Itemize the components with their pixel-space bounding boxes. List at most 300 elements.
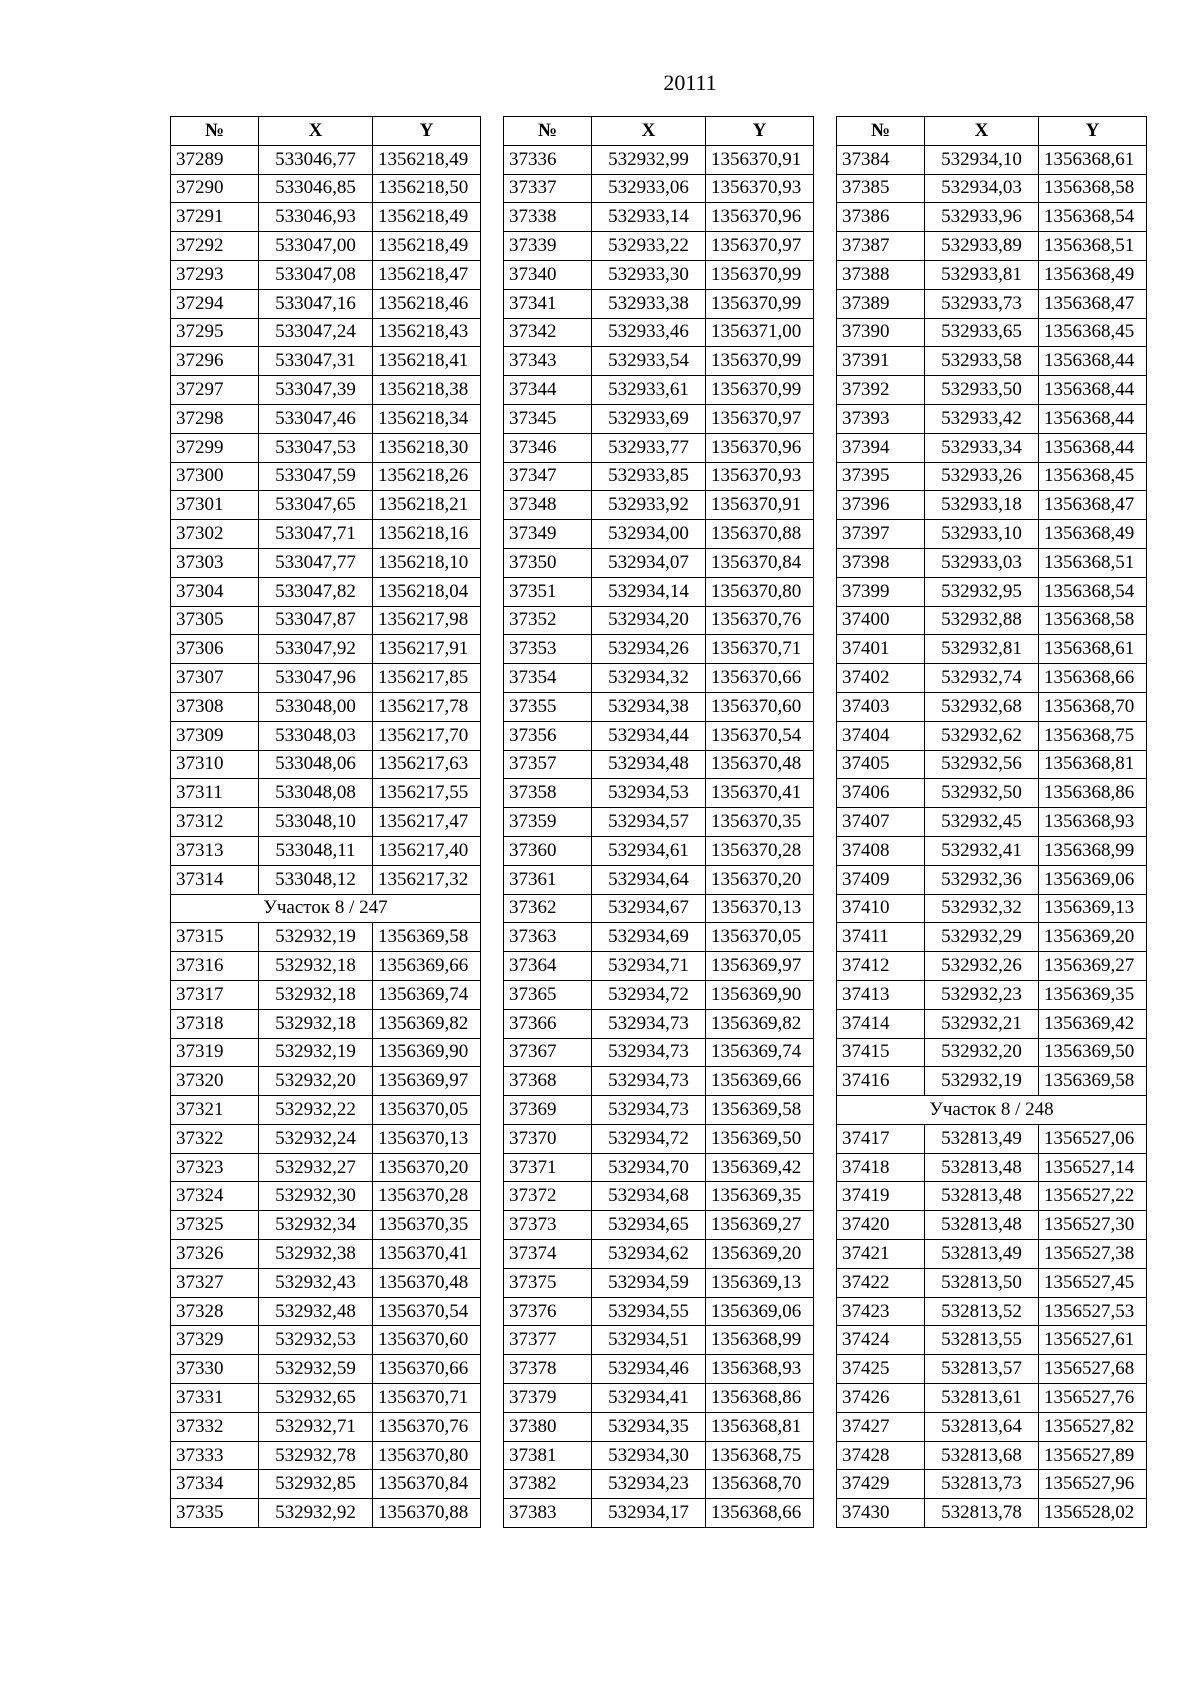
table-row [504,606,814,635]
x-coordinate-cell: 532932,85 [259,1470,373,1499]
y-coordinate-cell: 1356218,26 [373,462,481,491]
point-number-cell: 37424 [837,1326,925,1355]
x-coordinate-cell: 532933,42 [925,404,1039,433]
header-y: Y [706,117,814,146]
table-row [504,1124,814,1153]
point-number-cell: 37361 [504,865,592,894]
section-heading-row [837,1096,1147,1125]
table-row [171,923,481,952]
table-row [504,203,814,232]
point-number-cell: 37297 [171,376,259,405]
point-number-cell: 37340 [504,260,592,289]
table-row [837,491,1147,520]
table-row [171,520,481,549]
table-row [837,635,1147,664]
point-number-cell: 37380 [504,1412,592,1441]
y-coordinate-cell: 1356370,99 [706,376,814,405]
y-coordinate-cell: 1356369,13 [1039,894,1147,923]
point-number-cell: 37392 [837,376,925,405]
y-coordinate-cell: 1356368,44 [1039,347,1147,376]
x-coordinate-cell: 532934,73 [592,1067,706,1096]
header-number: № [837,117,925,146]
x-coordinate-cell: 532813,49 [925,1240,1039,1269]
y-coordinate-cell: 1356368,47 [1039,289,1147,318]
y-coordinate-cell: 1356217,98 [373,606,481,635]
y-coordinate-cell: 1356370,13 [706,894,814,923]
x-coordinate-cell: 533047,65 [259,491,373,520]
table-row [504,174,814,203]
y-coordinate-cell: 1356368,58 [1039,174,1147,203]
x-coordinate-cell: 533048,10 [259,808,373,837]
point-number-cell: 37366 [504,1009,592,1038]
y-coordinate-cell: 1356217,63 [373,750,481,779]
x-coordinate-cell: 533047,00 [259,232,373,261]
x-coordinate-cell: 532933,73 [925,289,1039,318]
point-number-cell: 37386 [837,203,925,232]
y-coordinate-cell: 1356368,93 [1039,808,1147,837]
header-number: № [171,117,259,146]
point-number-cell: 37321 [171,1096,259,1125]
x-coordinate-cell: 532813,73 [925,1470,1039,1499]
y-coordinate-cell: 1356368,81 [706,1412,814,1441]
point-number-cell: 37426 [837,1384,925,1413]
point-number-cell: 37334 [171,1470,259,1499]
table-row [171,577,481,606]
y-coordinate-cell: 1356368,49 [1039,520,1147,549]
y-coordinate-cell: 1356370,91 [706,145,814,174]
point-number-cell: 37364 [504,952,592,981]
x-coordinate-cell: 532934,67 [592,894,706,923]
table-row [837,865,1147,894]
table-row [837,577,1147,606]
point-number-cell: 37422 [837,1268,925,1297]
point-number-cell: 37384 [837,145,925,174]
table-row [504,923,814,952]
table-row [504,980,814,1009]
table-row [504,577,814,606]
y-coordinate-cell: 1356370,76 [706,606,814,635]
table-row [504,318,814,347]
x-coordinate-cell: 532813,57 [925,1355,1039,1384]
x-coordinate-cell: 532932,62 [925,721,1039,750]
y-coordinate-cell: 1356368,75 [706,1441,814,1470]
table-row [837,1153,1147,1182]
table-row [837,1384,1147,1413]
point-number-cell: 37400 [837,606,925,635]
table-row [837,721,1147,750]
point-number-cell: 37419 [837,1182,925,1211]
x-coordinate-cell: 532933,58 [925,347,1039,376]
x-coordinate-cell: 533047,24 [259,318,373,347]
y-coordinate-cell: 1356369,74 [706,1038,814,1067]
table-row [504,232,814,261]
x-coordinate-cell: 532934,26 [592,635,706,664]
y-coordinate-cell: 1356369,66 [706,1067,814,1096]
x-coordinate-cell: 532932,65 [259,1384,373,1413]
point-number-cell: 37372 [504,1182,592,1211]
x-coordinate-cell: 532932,32 [925,894,1039,923]
table-row [171,952,481,981]
y-coordinate-cell: 1356368,58 [1039,606,1147,635]
y-coordinate-cell: 1356370,80 [373,1441,481,1470]
y-coordinate-cell: 1356370,99 [706,347,814,376]
x-coordinate-cell: 533046,77 [259,145,373,174]
y-coordinate-cell: 1356370,71 [706,635,814,664]
table-header-row [171,117,481,146]
table-row [504,1240,814,1269]
x-coordinate-cell: 532932,27 [259,1153,373,1182]
point-number-cell: 37294 [171,289,259,318]
point-number-cell: 37374 [504,1240,592,1269]
x-coordinate-cell: 532934,10 [925,145,1039,174]
point-number-cell: 37342 [504,318,592,347]
table-row [171,1009,481,1038]
point-number-cell: 37362 [504,894,592,923]
point-number-cell: 37383 [504,1499,592,1528]
x-coordinate-cell: 532934,41 [592,1384,706,1413]
y-coordinate-cell: 1356218,46 [373,289,481,318]
x-coordinate-cell: 533047,08 [259,260,373,289]
header-x: X [925,117,1039,146]
y-coordinate-cell: 1356370,54 [373,1297,481,1326]
y-coordinate-cell: 1356370,05 [706,923,814,952]
table-row [171,808,481,837]
point-number-cell: 37421 [837,1240,925,1269]
point-number-cell: 37305 [171,606,259,635]
x-coordinate-cell: 532933,69 [592,404,706,433]
point-number-cell: 37412 [837,952,925,981]
table-row [171,145,481,174]
y-coordinate-cell: 1356217,40 [373,836,481,865]
table-row [504,1441,814,1470]
x-coordinate-cell: 532934,38 [592,692,706,721]
table-row [837,692,1147,721]
point-number-cell: 37397 [837,520,925,549]
y-coordinate-cell: 1356369,66 [373,952,481,981]
y-coordinate-cell: 1356527,06 [1039,1124,1147,1153]
table-row [504,952,814,981]
point-number-cell: 37388 [837,260,925,289]
point-number-cell: 37351 [504,577,592,606]
x-coordinate-cell: 532933,65 [925,318,1039,347]
section-heading: Участок 8 / 248 [837,1096,1147,1125]
point-number-cell: 37324 [171,1182,259,1211]
table-row [837,232,1147,261]
point-number-cell: 37312 [171,808,259,837]
x-coordinate-cell: 532932,18 [259,1009,373,1038]
x-coordinate-cell: 533047,59 [259,462,373,491]
x-coordinate-cell: 532813,68 [925,1441,1039,1470]
table-row [837,260,1147,289]
x-coordinate-cell: 532934,51 [592,1326,706,1355]
point-number-cell: 37332 [171,1412,259,1441]
point-number-cell: 37367 [504,1038,592,1067]
y-coordinate-cell: 1356370,97 [706,232,814,261]
y-coordinate-cell: 1356370,35 [706,808,814,837]
table-row [504,404,814,433]
x-coordinate-cell: 532932,81 [925,635,1039,664]
x-coordinate-cell: 532933,06 [592,174,706,203]
y-coordinate-cell: 1356370,28 [373,1182,481,1211]
y-coordinate-cell: 1356369,50 [706,1124,814,1153]
y-coordinate-cell: 1356368,99 [1039,836,1147,865]
table-row [171,1470,481,1499]
y-coordinate-cell: 1356369,90 [706,980,814,1009]
table-row [504,462,814,491]
table-row [171,865,481,894]
table-row [504,145,814,174]
x-coordinate-cell: 532934,14 [592,577,706,606]
table-row [504,1182,814,1211]
table-row [504,692,814,721]
table-row [837,1326,1147,1355]
x-coordinate-cell: 532934,57 [592,808,706,837]
table-row [504,289,814,318]
x-coordinate-cell: 532932,21 [925,1009,1039,1038]
y-coordinate-cell: 1356370,41 [373,1240,481,1269]
y-coordinate-cell: 1356369,42 [706,1153,814,1182]
y-coordinate-cell: 1356370,13 [373,1124,481,1153]
table-row [837,1499,1147,1528]
y-coordinate-cell: 1356527,76 [1039,1384,1147,1413]
y-coordinate-cell: 1356368,61 [1039,145,1147,174]
table-row [837,520,1147,549]
table-row [171,779,481,808]
table-row [171,347,481,376]
table-row [837,980,1147,1009]
table-row [837,1211,1147,1240]
x-coordinate-cell: 532934,35 [592,1412,706,1441]
y-coordinate-cell: 1356370,60 [373,1326,481,1355]
point-number-cell: 37349 [504,520,592,549]
table-row [837,404,1147,433]
table-row [171,1038,481,1067]
point-number-cell: 37376 [504,1297,592,1326]
x-coordinate-cell: 532932,48 [259,1297,373,1326]
y-coordinate-cell: 1356368,86 [706,1384,814,1413]
section-heading: Участок 8 / 247 [171,894,481,923]
table-header-row [504,117,814,146]
table-row [171,1211,481,1240]
point-number-cell: 37295 [171,318,259,347]
point-number-cell: 37406 [837,779,925,808]
x-coordinate-cell: 532932,22 [259,1096,373,1125]
x-coordinate-cell: 532813,55 [925,1326,1039,1355]
point-number-cell: 37341 [504,289,592,318]
point-number-cell: 37313 [171,836,259,865]
table-row [504,433,814,462]
table-row [504,750,814,779]
header-x: X [259,117,373,146]
y-coordinate-cell: 1356370,41 [706,779,814,808]
point-number-cell: 37415 [837,1038,925,1067]
y-coordinate-cell: 1356370,71 [373,1384,481,1413]
y-coordinate-cell: 1356370,05 [373,1096,481,1125]
point-number-cell: 37403 [837,692,925,721]
point-number-cell: 37382 [504,1470,592,1499]
x-coordinate-cell: 532934,72 [592,980,706,1009]
y-coordinate-cell: 1356370,48 [706,750,814,779]
x-coordinate-cell: 533047,77 [259,548,373,577]
x-coordinate-cell: 533047,16 [259,289,373,318]
table-row [504,491,814,520]
point-number-cell: 37413 [837,980,925,1009]
y-coordinate-cell: 1356370,93 [706,462,814,491]
point-number-cell: 37292 [171,232,259,261]
y-coordinate-cell: 1356527,22 [1039,1182,1147,1211]
x-coordinate-cell: 532813,78 [925,1499,1039,1528]
table-row [504,1499,814,1528]
y-coordinate-cell: 1356369,06 [706,1297,814,1326]
x-coordinate-cell: 532813,52 [925,1297,1039,1326]
point-number-cell: 37417 [837,1124,925,1153]
x-coordinate-cell: 532933,38 [592,289,706,318]
x-coordinate-cell: 532932,59 [259,1355,373,1384]
table-row [171,1326,481,1355]
table-row [837,1067,1147,1096]
x-coordinate-cell: 532934,62 [592,1240,706,1269]
x-coordinate-cell: 532933,89 [925,232,1039,261]
y-coordinate-cell: 1356527,14 [1039,1153,1147,1182]
table-row [504,635,814,664]
x-coordinate-cell: 532934,72 [592,1124,706,1153]
table-row [837,433,1147,462]
y-coordinate-cell: 1356368,61 [1039,635,1147,664]
x-coordinate-cell: 532932,53 [259,1326,373,1355]
header-number: № [504,117,592,146]
x-coordinate-cell: 532934,46 [592,1355,706,1384]
x-coordinate-cell: 532934,20 [592,606,706,635]
x-coordinate-cell: 532934,73 [592,1038,706,1067]
y-coordinate-cell: 1356217,78 [373,692,481,721]
point-number-cell: 37348 [504,491,592,520]
point-number-cell: 37359 [504,808,592,837]
x-coordinate-cell: 532934,61 [592,836,706,865]
point-number-cell: 37352 [504,606,592,635]
table-row [171,1096,481,1125]
x-coordinate-cell: 533047,46 [259,404,373,433]
x-coordinate-cell: 532813,61 [925,1384,1039,1413]
table-row [504,894,814,923]
x-coordinate-cell: 532934,70 [592,1153,706,1182]
y-coordinate-cell: 1356369,50 [1039,1038,1147,1067]
table-row [171,404,481,433]
y-coordinate-cell: 1356369,58 [373,923,481,952]
table-row [171,692,481,721]
x-coordinate-cell: 532934,59 [592,1268,706,1297]
y-coordinate-cell: 1356218,49 [373,145,481,174]
point-number-cell: 37289 [171,145,259,174]
table-row [837,894,1147,923]
point-number-cell: 37330 [171,1355,259,1384]
point-number-cell: 37420 [837,1211,925,1240]
table-row [171,664,481,693]
point-number-cell: 37428 [837,1441,925,1470]
table-row [171,433,481,462]
point-number-cell: 37429 [837,1470,925,1499]
point-number-cell: 37298 [171,404,259,433]
point-number-cell: 37391 [837,347,925,376]
table-row [837,1240,1147,1269]
table-row [837,1182,1147,1211]
table-row [837,548,1147,577]
table-row [171,1182,481,1211]
point-number-cell: 37401 [837,635,925,664]
point-number-cell: 37322 [171,1124,259,1153]
section-heading-row [171,894,481,923]
y-coordinate-cell: 1356369,35 [1039,980,1147,1009]
y-coordinate-cell: 1356217,70 [373,721,481,750]
x-coordinate-cell: 533047,53 [259,433,373,462]
y-coordinate-cell: 1356218,47 [373,260,481,289]
point-number-cell: 37345 [504,404,592,433]
x-coordinate-cell: 532933,46 [592,318,706,347]
x-coordinate-cell: 532934,48 [592,750,706,779]
point-number-cell: 37319 [171,1038,259,1067]
x-coordinate-cell: 532934,30 [592,1441,706,1470]
table-row [837,347,1147,376]
x-coordinate-cell: 532932,18 [259,952,373,981]
point-number-cell: 37425 [837,1355,925,1384]
x-coordinate-cell: 532932,18 [259,980,373,1009]
table-row [171,289,481,318]
y-coordinate-cell: 1356370,88 [373,1499,481,1528]
point-number-cell: 37414 [837,1009,925,1038]
x-coordinate-cell: 532934,71 [592,952,706,981]
x-coordinate-cell: 532932,99 [592,145,706,174]
point-number-cell: 37389 [837,289,925,318]
x-coordinate-cell: 532933,96 [925,203,1039,232]
y-coordinate-cell: 1356218,04 [373,577,481,606]
x-coordinate-cell: 533047,87 [259,606,373,635]
x-coordinate-cell: 532934,07 [592,548,706,577]
point-number-cell: 37329 [171,1326,259,1355]
y-coordinate-cell: 1356527,89 [1039,1441,1147,1470]
x-coordinate-cell: 532932,56 [925,750,1039,779]
y-coordinate-cell: 1356370,88 [706,520,814,549]
point-number-cell: 37398 [837,548,925,577]
x-coordinate-cell: 532932,74 [925,664,1039,693]
table-row [504,1384,814,1413]
table-row [171,1297,481,1326]
x-coordinate-cell: 532932,19 [259,1038,373,1067]
point-number-cell: 37337 [504,174,592,203]
table-row [504,1326,814,1355]
y-coordinate-cell: 1356368,70 [706,1470,814,1499]
x-coordinate-cell: 533048,08 [259,779,373,808]
point-number-cell: 37423 [837,1297,925,1326]
point-number-cell: 37396 [837,491,925,520]
page-number: 20111 [663,70,717,95]
x-coordinate-cell: 532932,19 [925,1067,1039,1096]
x-coordinate-cell: 532932,34 [259,1211,373,1240]
y-coordinate-cell: 1356218,43 [373,318,481,347]
table-row [837,203,1147,232]
point-number-cell: 37385 [837,174,925,203]
y-coordinate-cell: 1356368,51 [1039,232,1147,261]
y-coordinate-cell: 1356218,49 [373,203,481,232]
table-row [171,376,481,405]
table-row [171,1412,481,1441]
table-row [504,721,814,750]
coordinates-table-1 [170,116,481,1528]
table-row [504,1412,814,1441]
x-coordinate-cell: 532934,44 [592,721,706,750]
point-number-cell: 37356 [504,721,592,750]
x-coordinate-cell: 533048,11 [259,836,373,865]
x-coordinate-cell: 532932,30 [259,1182,373,1211]
y-coordinate-cell: 1356370,84 [706,548,814,577]
